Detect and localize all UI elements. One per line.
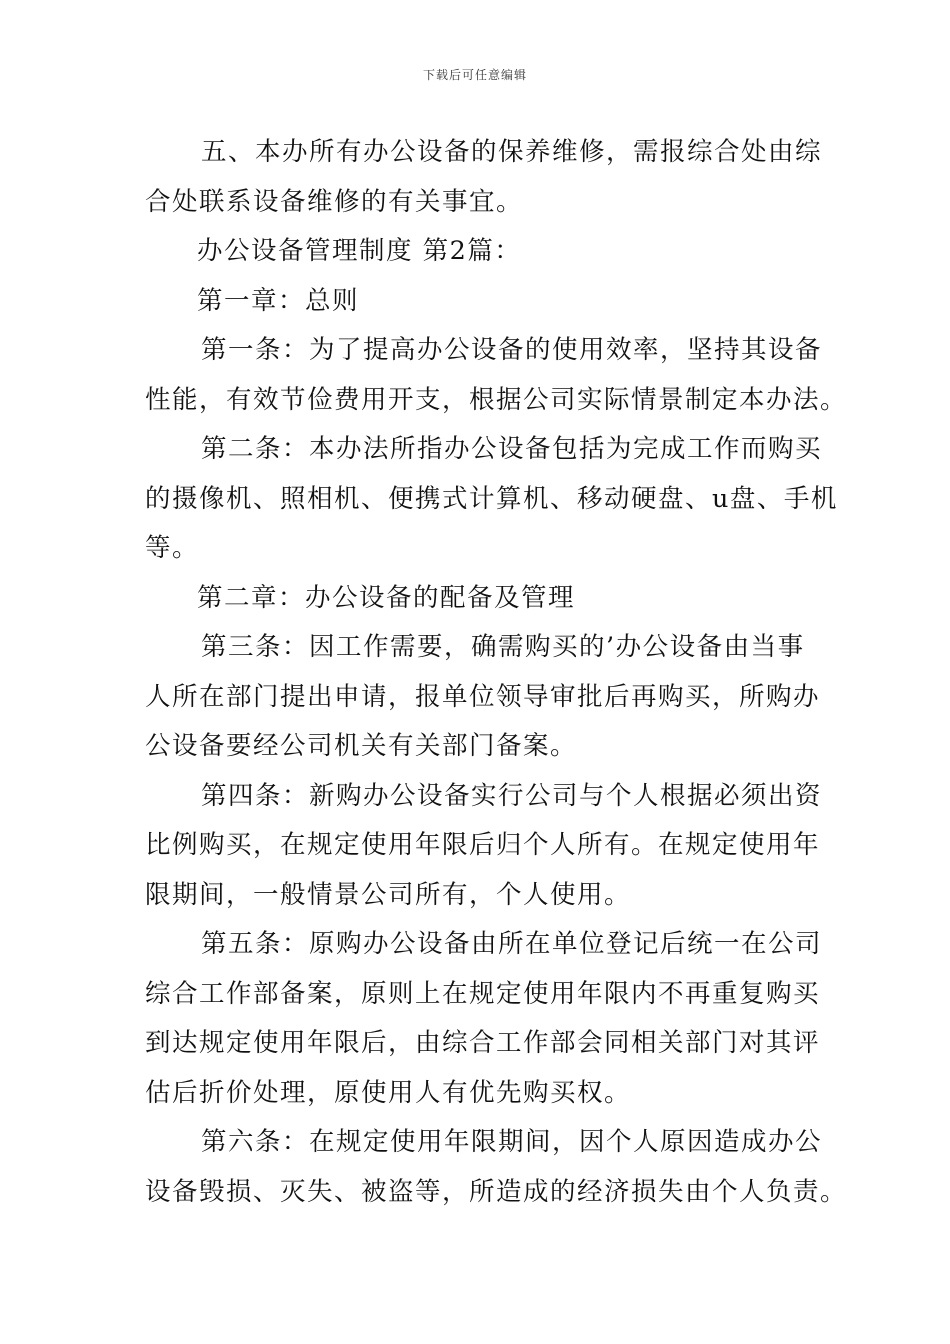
text-line: 人所在部门提出申请，报单位领导审批后再购买，所购办 xyxy=(145,681,821,712)
text-line: 第二条：本办法所指办公设备包括为完成工作而购买 xyxy=(201,434,823,464)
page-header-note: 下载后可任意编辑 xyxy=(422,68,527,82)
article-5 xyxy=(145,920,823,1118)
text-line: 综合工作部备案，原则上在规定使用年限内不再重复购买 xyxy=(145,978,821,1009)
article-1 xyxy=(145,326,848,425)
text-line: 办公设备管理制度 第2篇： xyxy=(197,236,522,266)
article-2 xyxy=(145,425,838,574)
text-line: 第二章：办公设备的配备及管理 xyxy=(197,582,576,613)
section-title xyxy=(145,227,810,277)
article-6 xyxy=(145,1118,848,1217)
article-4 xyxy=(145,772,823,921)
text-line: 比例购买，在规定使用年限后归个人所有。在规定使用年 xyxy=(145,830,821,860)
text-line: 到达规定使用年限后，由综合工作部会同相关部门对其评 xyxy=(145,1028,821,1058)
document-body xyxy=(145,128,848,1217)
paragraph-maintenance xyxy=(145,128,823,227)
article-3 xyxy=(145,623,821,772)
text-line: 限期间，一般情景公司所有，个人使用。 xyxy=(145,879,632,910)
chapter-heading-2 xyxy=(145,574,810,624)
text-line: 第六条：在规定使用年限期间，因个人原因造成办公 xyxy=(201,1127,823,1157)
text-line: 等。 xyxy=(145,533,200,563)
text-line: 第三条：因工作需要，确需购买的’办公设备由当事 xyxy=(201,632,805,662)
text-line: 合处联系设备维修的有关事宜。 xyxy=(145,186,524,217)
text-line: 公设备要经公司机关有关部门备案。 xyxy=(145,731,578,761)
text-line: 性能，有效节俭费用开支，根据公司实际情景制定本办法。 xyxy=(145,384,848,415)
text-line: 第一条：为了提高办公设备的使用效率，坚持其设备 xyxy=(201,335,823,365)
text-line: 第五条：原购办公设备由所在单位登记后统一在公司 xyxy=(201,929,823,959)
text-line: 第四条：新购办公设备实行公司与个人根据必须出资 xyxy=(201,780,823,811)
text-line: 五、本办所有办公设备的保养维修，需报综合处由综 xyxy=(201,137,823,167)
text-line: 的摄像机、照相机、便携式计算机、移动硬盘、u盘、手机 xyxy=(145,483,838,514)
chapter-heading-1 xyxy=(145,277,810,327)
text-line: 设备毁损、灭失、被盗等，所造成的经济损失由个人负责。 xyxy=(145,1176,848,1207)
text-line: 估后折价处理，原使用人有优先购买权。 xyxy=(145,1077,632,1108)
text-line: 第一章：总则 xyxy=(197,285,360,316)
